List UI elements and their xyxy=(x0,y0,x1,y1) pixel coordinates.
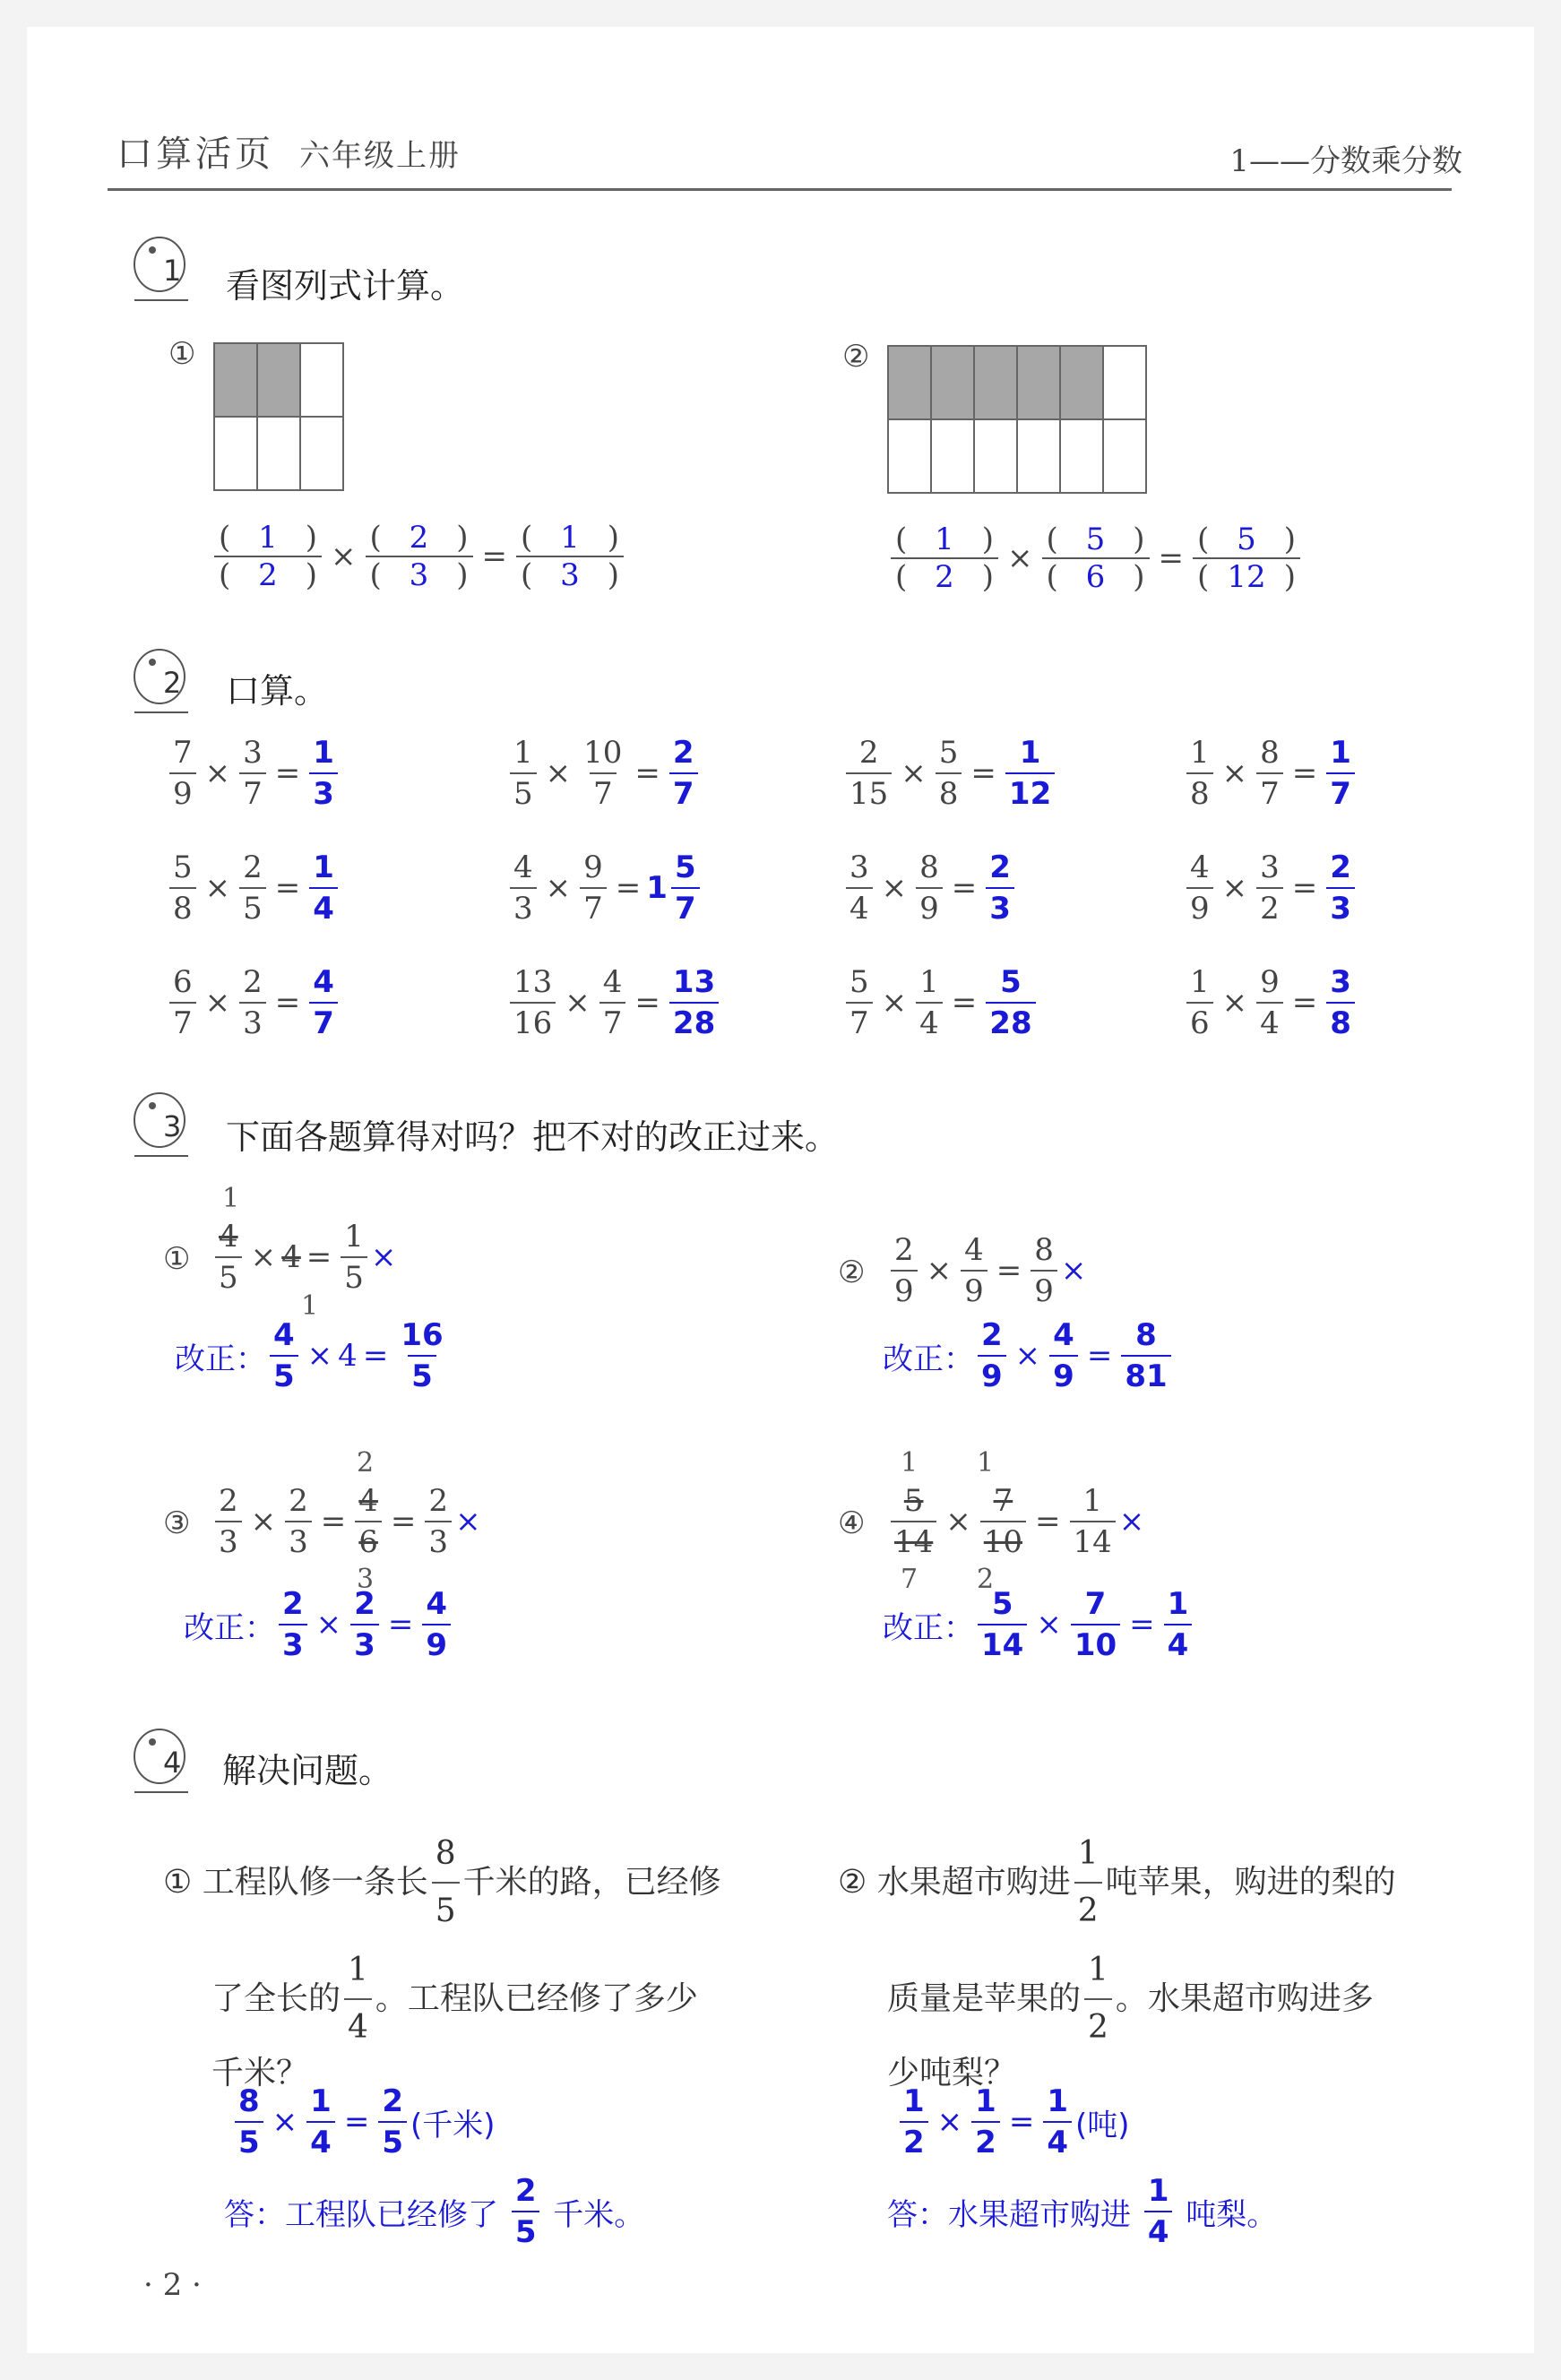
operand-b: $\frac{5}{8}$ xyxy=(936,735,962,812)
svg-text:2: 2 xyxy=(163,666,182,700)
q3-p4-mark: ④ xyxy=(838,1505,866,1541)
operand-a: $\frac{5}{8}$ xyxy=(169,849,196,927)
q3-p3-equation: $\frac{2}{3}$ × $\frac{2}{3}$ = $\frac{4}{6}$ = $\frac{2}{3}$ × xyxy=(211,1483,481,1560)
operand-a: $\frac{13}{16}$ xyxy=(510,964,556,1041)
answer: $\frac{2}{7}$ xyxy=(669,735,698,812)
header-divider xyxy=(108,188,1452,191)
operand-a: $\frac{1}{6}$ xyxy=(1186,964,1213,1041)
q3-p3-mark: ③ xyxy=(163,1505,191,1541)
operand-a: $\frac{4}{3}$ xyxy=(510,849,537,927)
q2-item-r3c2: $\frac{13}{16}$ × $\frac{4}{7}$ = $\frac{13}{28}$ xyxy=(506,964,722,1041)
q2-item-r3c4: $\frac{1}{6}$ × $\frac{9}{4}$ = $\frac{3}{8}$ xyxy=(1183,964,1358,1041)
operand-a: $\frac{1}{8}$ xyxy=(1186,735,1213,812)
operand-b: $\frac{8}{9}$ xyxy=(916,849,943,927)
q3-p4-cancel-top1: 1 xyxy=(901,1447,918,1479)
q3-p3-cancel-top: 2 xyxy=(357,1447,375,1479)
grade-label: 六年级上册 xyxy=(299,138,461,174)
bird-icon xyxy=(125,641,197,725)
q3-p4-equation: $\frac{5}{14}$ × $\frac{7}{10}$ = $\frac{1}{14}$ × xyxy=(887,1483,1144,1560)
bird-icon xyxy=(125,1084,197,1168)
q2-title: 口算。 xyxy=(226,671,329,711)
q1-grid-1 xyxy=(213,342,344,491)
q3-p1-equation: $\frac{4}{5}$ × 4 = $\frac{1}{5}$ × xyxy=(211,1219,396,1296)
q4-p2-line1: ② 水果超市购进 $\frac{1}{2}$ 吨苹果，购进的梨的 xyxy=(838,1828,1396,1936)
q2-item-r3c3: $\frac{5}{7}$ × $\frac{1}{4}$ = $\frac{5}{28}$ xyxy=(842,964,1039,1041)
operand-b: $\frac{2}{3}$ xyxy=(239,964,266,1041)
q4-p1-line3: 千米？ xyxy=(211,2055,309,2091)
q4-p1-calc: $\frac{8}{5}$ × $\frac{1}{4}$ = $\frac{2}{5}$ (千米) xyxy=(231,2083,496,2160)
q4-title: 解决问题。 xyxy=(222,1751,393,1790)
operand-b: $\frac{3}{2}$ xyxy=(1256,849,1283,927)
q3-p4-fix: 改正： $\frac{5}{14}$ × $\frac{7}{10}$ = $\frac{1}{4}$ xyxy=(883,1586,1195,1663)
q2-item-r2c2: $\frac{4}{3}$ × $\frac{9}{7}$ = 1 $\frac{5}{7}$ xyxy=(506,849,703,927)
q1-p1-mark: ① xyxy=(168,336,196,372)
q3-p1-cancel-top: 1 xyxy=(222,1183,240,1214)
answer: $\frac{5}{28}$ xyxy=(986,964,1035,1041)
q1-p2-equation: ( 1 ) ( 2 ) × ( 5 ) ( 6 ) = ( 5 ) ( 12 ) xyxy=(887,522,1304,595)
q3-p1-cancel-bot: 1 xyxy=(301,1290,319,1322)
q4-p1-answer: 答：工程队已经修了 $\frac{2}{5}$ 千米。 xyxy=(224,2173,645,2250)
q2-item-r2c1: $\frac{5}{8}$ × $\frac{2}{5}$ = $\frac{1}{4}$ xyxy=(166,849,341,927)
q4-p2-calc: $\frac{1}{2}$ × $\frac{1}{2}$ = $\frac{1}{4}$ (吨) xyxy=(896,2083,1130,2160)
answer: $\frac{2}{3}$ xyxy=(986,849,1014,927)
q3-p3-fix: 改正： $\frac{2}{3}$ × $\frac{2}{3}$ = $\frac{4}{9}$ xyxy=(184,1586,454,1663)
q2-item-r1c3: $\frac{2}{15}$ × $\frac{5}{8}$ = $\frac{1}{12}$ xyxy=(842,735,1058,812)
q2-item-r1c1: $\frac{7}{9}$ × $\frac{3}{7}$ = $\frac{1}{3}$ xyxy=(166,735,341,812)
operand-b: $\frac{2}{5}$ xyxy=(239,849,266,927)
q3-title: 下面各题算得对吗？把不对的改正过来。 xyxy=(226,1117,840,1157)
bird-icon xyxy=(125,1720,197,1805)
q1-title: 看图列式计算。 xyxy=(226,266,465,306)
q3-p4-cancel-bot2: 2 xyxy=(977,1564,995,1595)
operand-a: $\frac{4}{9}$ xyxy=(1186,849,1213,927)
q3-p4-cancel-bot1: 7 xyxy=(901,1564,918,1595)
answer: $\frac{1}{3}$ xyxy=(309,735,338,812)
q4-p1-line1: ① 工程队修一条长 $\frac{8}{5}$ 千米的路，已经修 xyxy=(163,1828,721,1936)
answer: $\frac{3}{8}$ xyxy=(1326,964,1355,1041)
operand-a: $\frac{1}{5}$ xyxy=(510,735,537,812)
header-section: 1——分数乘分数 xyxy=(1229,143,1462,179)
operand-a: $\frac{5}{7}$ xyxy=(846,964,873,1041)
q4-p2-line2: 质量是苹果的 $\frac{1}{2}$ 。水果超市购进多 xyxy=(887,1945,1374,2053)
page-number: · 2 · xyxy=(143,2267,202,2303)
q4-p2-line3: 少吨梨？ xyxy=(887,2055,1017,2091)
operand-a: $\frac{2}{15}$ xyxy=(846,735,892,812)
answer: $\frac{1}{12}$ xyxy=(1005,735,1055,812)
q3-p1-mark: ① xyxy=(163,1241,191,1277)
q3-p2-equation: $\frac{2}{9}$ × $\frac{4}{9}$ = $\frac{8}{9}$ × xyxy=(887,1232,1086,1309)
operand-b: $\frac{8}{7}$ xyxy=(1256,735,1283,812)
operand-b: $\frac{3}{7}$ xyxy=(239,735,266,812)
svg-text:4: 4 xyxy=(163,1746,182,1780)
operand-b: $\frac{9}{4}$ xyxy=(1256,964,1283,1041)
operand-a: $\frac{7}{9}$ xyxy=(169,735,196,812)
answer: $\frac{5}{7}$ xyxy=(671,849,700,927)
q2-item-r2c4: $\frac{4}{9}$ × $\frac{3}{2}$ = $\frac{2}{3}$ xyxy=(1183,849,1358,927)
q2-item-r3c1: $\frac{6}{7}$ × $\frac{2}{3}$ = $\frac{4}{7}$ xyxy=(166,964,341,1041)
answer: $\frac{4}{7}$ xyxy=(309,964,338,1041)
q2-item-r2c3: $\frac{3}{4}$ × $\frac{8}{9}$ = $\frac{2}{3}$ xyxy=(842,849,1018,927)
operand-a: $\frac{3}{4}$ xyxy=(846,849,873,927)
q3-p4-cancel-top2: 1 xyxy=(977,1447,995,1479)
brand-title: 口算活页 xyxy=(116,134,274,175)
q3-p2-fix: 改正： $\frac{2}{9}$ × $\frac{4}{9}$ = $\frac{8}{81}$ xyxy=(883,1317,1175,1394)
answer: $\frac{2}{3}$ xyxy=(1326,849,1355,927)
bird-icon xyxy=(125,229,197,313)
q4-p1-line2: 了全长的 $\frac{1}{4}$ 。工程队已经修了多少 xyxy=(211,1945,698,2053)
q1-p2-mark: ② xyxy=(842,339,870,375)
q2-item-r1c2: $\frac{1}{5}$ × $\frac{10}{7}$ = $\frac{2}{7}$ xyxy=(506,735,702,812)
q2-item-r1c4: $\frac{1}{8}$ × $\frac{8}{7}$ = $\frac{1}{7}$ xyxy=(1183,735,1358,812)
operand-a: $\frac{6}{7}$ xyxy=(169,964,196,1041)
q3-p2-mark: ② xyxy=(838,1255,866,1290)
q3-p1-fix: 改正： $\frac{4}{5}$ × 4 = $\frac{16}{5}$ xyxy=(175,1317,444,1394)
header-brand xyxy=(116,125,461,177)
answer: $\frac{1}{7}$ xyxy=(1326,735,1355,812)
q3-p3-cancel-bot: 3 xyxy=(357,1564,375,1595)
q4-p2-answer: 答：水果超市购进 $\frac{1}{4}$ 吨梨。 xyxy=(887,2173,1278,2250)
operand-b: $\frac{1}{4}$ xyxy=(916,964,943,1041)
operand-b: $\frac{10}{7}$ xyxy=(583,735,623,812)
answer: $\frac{1}{4}$ xyxy=(309,849,338,927)
q1-p1-equation: ( 1 ) ( 2 ) × ( 2 ) ( 3 ) = ( 1 ) ( 3 ) xyxy=(211,520,627,593)
operand-b: $\frac{9}{7}$ xyxy=(580,849,607,927)
svg-text:1: 1 xyxy=(163,254,182,288)
operand-b: $\frac{4}{7}$ xyxy=(599,964,626,1041)
q1-grid-2 xyxy=(887,345,1147,494)
svg-text:3: 3 xyxy=(163,1109,182,1143)
answer: $\frac{13}{28}$ xyxy=(669,964,719,1041)
